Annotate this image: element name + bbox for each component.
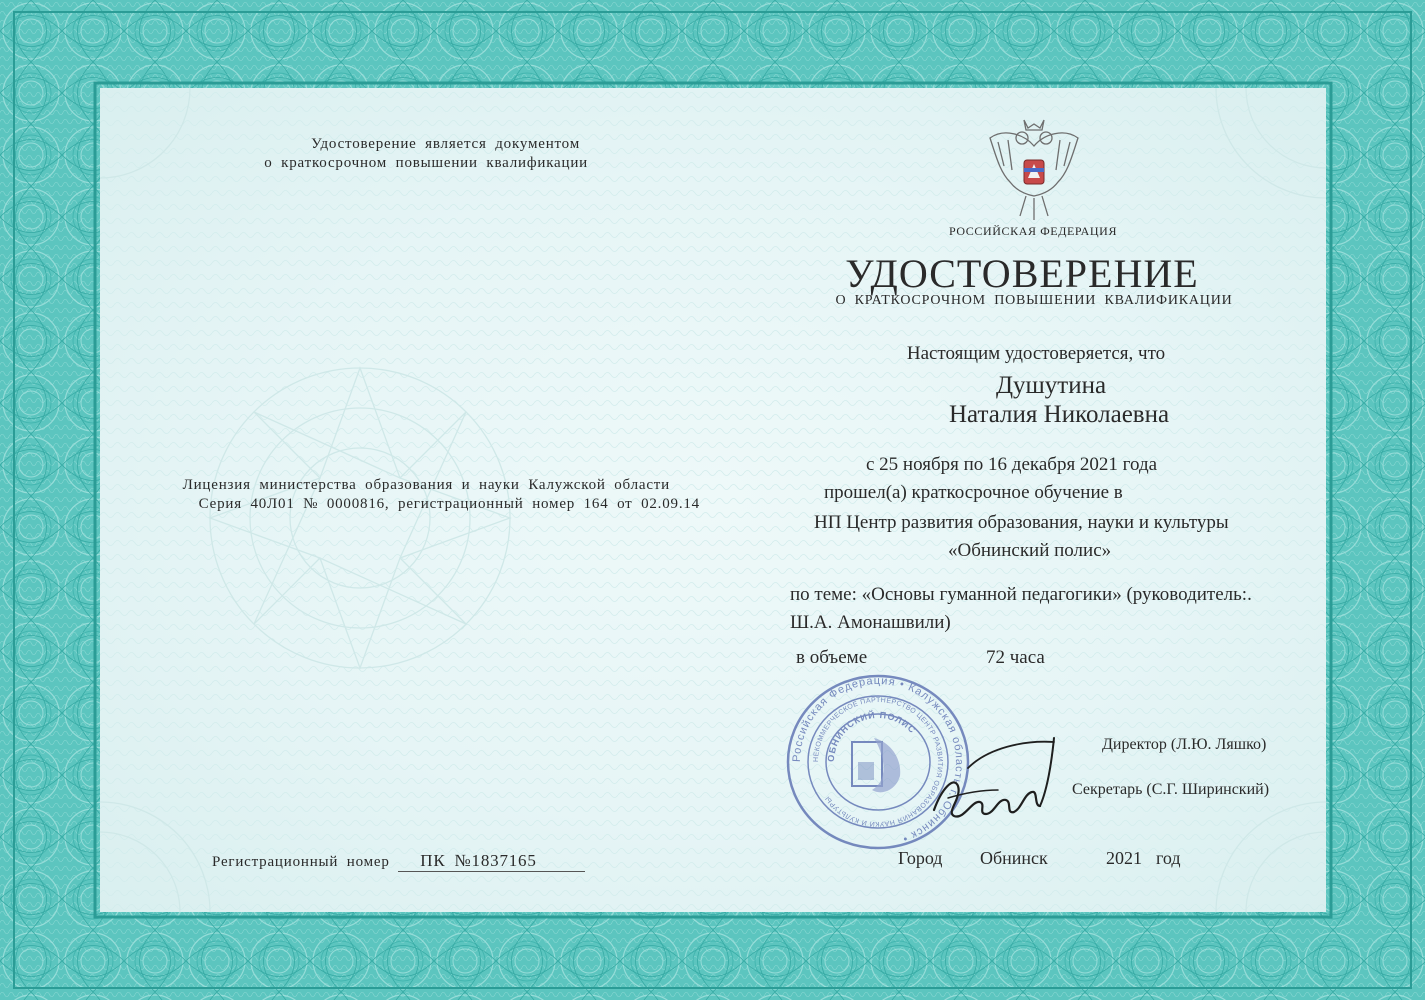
registration-label: Регистрационный номер xyxy=(212,854,390,870)
completed-text: прошел(а) краткосрочное обучение в xyxy=(824,482,1123,503)
director-label: Директор (Л.Ю. Ляшко) xyxy=(1102,736,1267,753)
year-value: 2021 xyxy=(1106,848,1142,868)
stamp-outer-text: Российская Федерация • Калужская область г. Обнинск • xyxy=(790,674,966,845)
license-line1: Лицензия министерства образования и науки Калужской области xyxy=(182,477,670,493)
secretary-label: Секретарь (С.Г. Ширинский) xyxy=(1072,781,1270,798)
year-label: год xyxy=(1156,848,1181,868)
recipient-surname: Душутина xyxy=(996,372,1107,399)
topic-line2: Ш.А. Амонашвили) xyxy=(790,612,951,633)
recipient-given-names: Наталия Николаевна xyxy=(949,401,1170,428)
organization-line1: НП Центр развития образования, науки и культуры xyxy=(814,512,1229,533)
license-line2: Серия 40Л01 № 0000816, регистрационный номер 164 от 02.09.14 xyxy=(198,496,700,512)
coat-of-arms-emblem xyxy=(984,116,1084,224)
left-heading-line2: о краткосрочном повышении квалификации xyxy=(264,155,588,171)
country-label: РОССИЙСКАЯ ФЕДЕРАЦИЯ xyxy=(948,224,1118,238)
certificate-subtitle: О КРАТКОСРОЧНОМ ПОВЫШЕНИИ КВАЛИФИКАЦИИ xyxy=(835,293,1233,308)
left-heading-line1: Удостоверение является документом xyxy=(311,136,580,152)
organization-line2: «Обнинский полис» xyxy=(948,540,1112,561)
volume-label: в объеме xyxy=(796,647,868,668)
city-label: Город xyxy=(898,848,943,868)
stamp-inner-text: НЕКОММЕРЧЕСКОЕ ПАРТНЕРСТВО ЦЕНТР РАЗВИТИЯ ОБРАЗОВАНИЯ НАУКИ И КУЛЬТУРЫ xyxy=(812,696,944,828)
stamp-center-text: ОБНИНСКИЙ ПОЛИС xyxy=(825,709,918,763)
registration-number xyxy=(212,851,585,872)
certifies-text: Настоящим удостоверяется, что xyxy=(906,343,1166,364)
certificate-title: УДОСТОВЕРЕНИЕ xyxy=(845,251,1199,296)
city-value: Обнинск xyxy=(980,848,1048,868)
registration-value: ПК №1837165 xyxy=(398,851,584,872)
director-signature xyxy=(928,728,1068,828)
volume-value: 72 часа xyxy=(986,647,1045,668)
certificate-paper xyxy=(100,88,1326,912)
training-period: с 25 ноября по 16 декабря 2021 года xyxy=(866,454,1158,475)
topic-line1: по теме: «Основы гуманной педагогики» (руководитель:. xyxy=(790,584,1252,605)
